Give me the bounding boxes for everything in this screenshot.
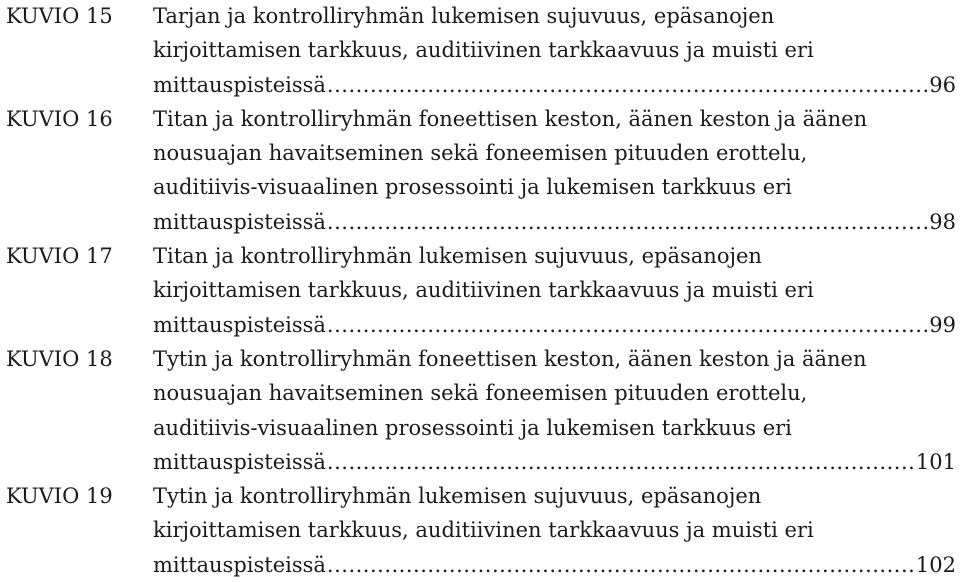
- figure-entry-19: [6, 479, 956, 582]
- caption-line: kirjoittamisen tarkkuus, auditiivinen tarkkaavuus ja muisti eri: [153, 518, 814, 543]
- figure-caption: [153, 102, 956, 239]
- figure-label: KUVIO 19: [6, 484, 113, 509]
- figure-entry-18: [6, 342, 956, 479]
- caption-line: kirjoittamisen tarkkuus, auditiivinen tarkkaavuus ja muisti eri: [153, 38, 814, 63]
- figure-label: KUVIO 16: [6, 106, 113, 131]
- caption-last-line: [153, 548, 956, 582]
- caption-line: Titan ja kontrolliryhmän foneettisen keston, äänen keston ja äänen: [153, 106, 868, 131]
- dot-leader: [327, 548, 914, 582]
- figure-label: KUVIO 17: [6, 244, 113, 269]
- figure-entry-16: [6, 102, 956, 239]
- list-of-figures: [6, 0, 956, 582]
- dot-leader: [327, 68, 927, 102]
- figure-caption: [153, 0, 956, 102]
- page-number-link[interactable]: 102: [915, 552, 956, 577]
- dot-leader: [327, 445, 914, 479]
- dot-leader: [327, 205, 927, 239]
- caption-line: Tytin ja kontrolliryhmän lukemisen sujuvuus, epäsanojen: [153, 484, 762, 509]
- caption-line: auditiivis-visuaalinen prosessointi ja lukemisen tarkkuus eri: [153, 415, 792, 440]
- caption-line: mittauspisteissä: [153, 312, 326, 337]
- page-number-link[interactable]: 96: [929, 72, 956, 97]
- caption-last-line: [153, 68, 956, 102]
- figure-label: KUVIO 15: [6, 4, 113, 28]
- caption-line: mittauspisteissä: [153, 449, 326, 474]
- caption-line: nousuajan havaitseminen sekä foneemisen pituuden erottelu,: [153, 141, 808, 166]
- caption-line: mittauspisteissä: [153, 209, 326, 234]
- figure-caption: [153, 239, 956, 342]
- caption-last-line: [153, 205, 956, 239]
- page-number-link[interactable]: 98: [929, 209, 956, 234]
- caption-line: Tytin ja kontrolliryhmän foneettisen keston, äänen keston ja äänen: [153, 346, 867, 371]
- figure-caption: [153, 479, 956, 582]
- figure-entry-15: [6, 0, 956, 102]
- caption-last-line: [153, 308, 956, 342]
- figure-caption: [153, 342, 956, 479]
- dot-leader: [327, 308, 927, 342]
- caption-line: mittauspisteissä: [153, 72, 326, 97]
- caption-line: kirjoittamisen tarkkuus, auditiivinen tarkkaavuus ja muisti eri: [153, 278, 814, 303]
- caption-line: nousuajan havaitseminen sekä foneemisen pituuden erottelu,: [153, 381, 808, 406]
- figure-entry-17: [6, 239, 956, 342]
- page-number-link[interactable]: 99: [929, 312, 956, 337]
- figure-label: KUVIO 18: [6, 346, 113, 371]
- page-number-link[interactable]: 101: [915, 449, 956, 474]
- caption-line: auditiivis-visuaalinen prosessointi ja lukemisen tarkkuus eri: [153, 175, 792, 200]
- caption-line: Titan ja kontrolliryhmän lukemisen sujuvuus, epäsanojen: [153, 244, 762, 269]
- caption-last-line: [153, 445, 956, 479]
- caption-line: Tarjan ja kontrolliryhmän lukemisen sujuvuus, epäsanojen: [153, 4, 775, 28]
- caption-line: mittauspisteissä: [153, 552, 326, 577]
